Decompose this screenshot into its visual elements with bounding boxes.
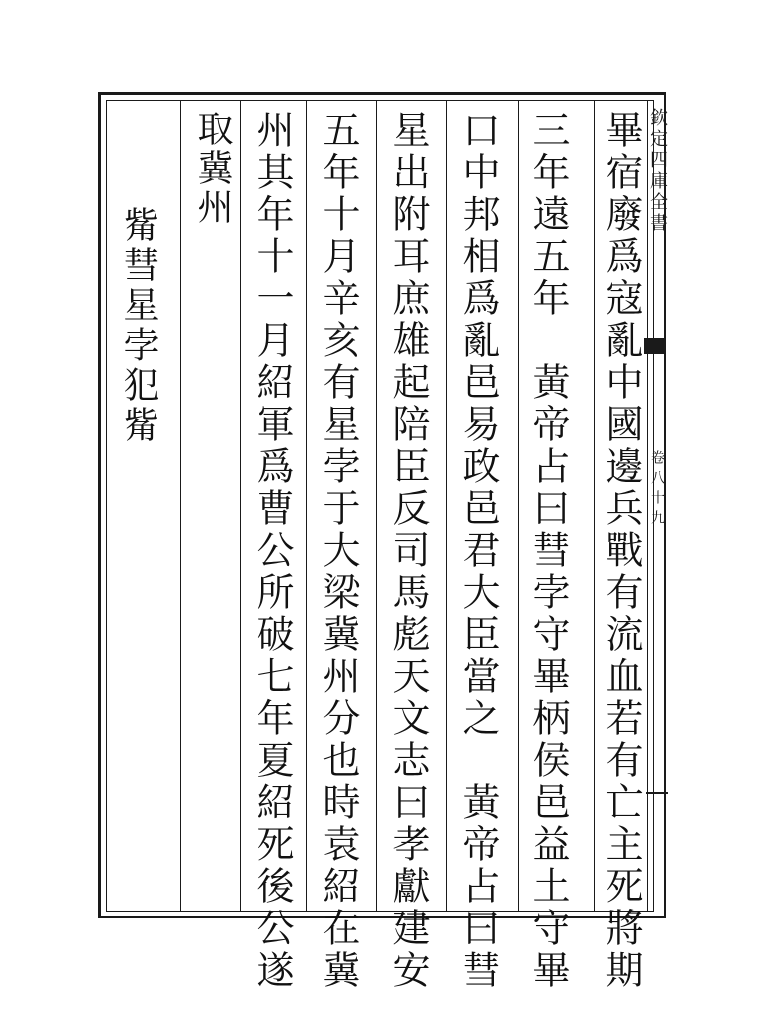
- inner-border: [106, 100, 654, 912]
- column-divider: [518, 100, 519, 912]
- column-divider: [594, 100, 595, 912]
- banxin-volume: 卷八十九: [649, 450, 665, 530]
- banxin-rule: [646, 792, 668, 794]
- fishtail-mark: [644, 338, 664, 354]
- text-column-6: 州其年十一月紹軍爲曹公所破七年夏紹死後公遂: [250, 110, 294, 992]
- column-divider: [376, 100, 377, 912]
- column-divider: [306, 100, 307, 912]
- banxin-title: 欽定四庫全書: [647, 108, 668, 234]
- column-divider: [180, 100, 181, 912]
- column-divider: [240, 100, 241, 912]
- column-divider: [446, 100, 447, 912]
- text-column-5: 五年十月辛亥有星孛于大梁冀州分也時袁紹在冀: [316, 110, 360, 992]
- text-column-2: 三年遠五年 黃帝占曰彗孛守畢柄侯邑益土守畢: [526, 110, 570, 992]
- section-heading: 觜彗星孛犯觜: [118, 206, 159, 446]
- text-column-3: 口中邦相爲亂邑易政邑君大臣當之 黃帝占曰彗: [456, 110, 500, 992]
- text-column-7: 取冀州: [192, 110, 233, 227]
- text-column-1: 畢宿廢爲寇亂中國邊兵戰有流血若有亡主死將期: [599, 110, 643, 992]
- text-column-4: 星出附耳庶雄起陪臣反司馬彪天文志曰孝獻建安: [386, 110, 430, 992]
